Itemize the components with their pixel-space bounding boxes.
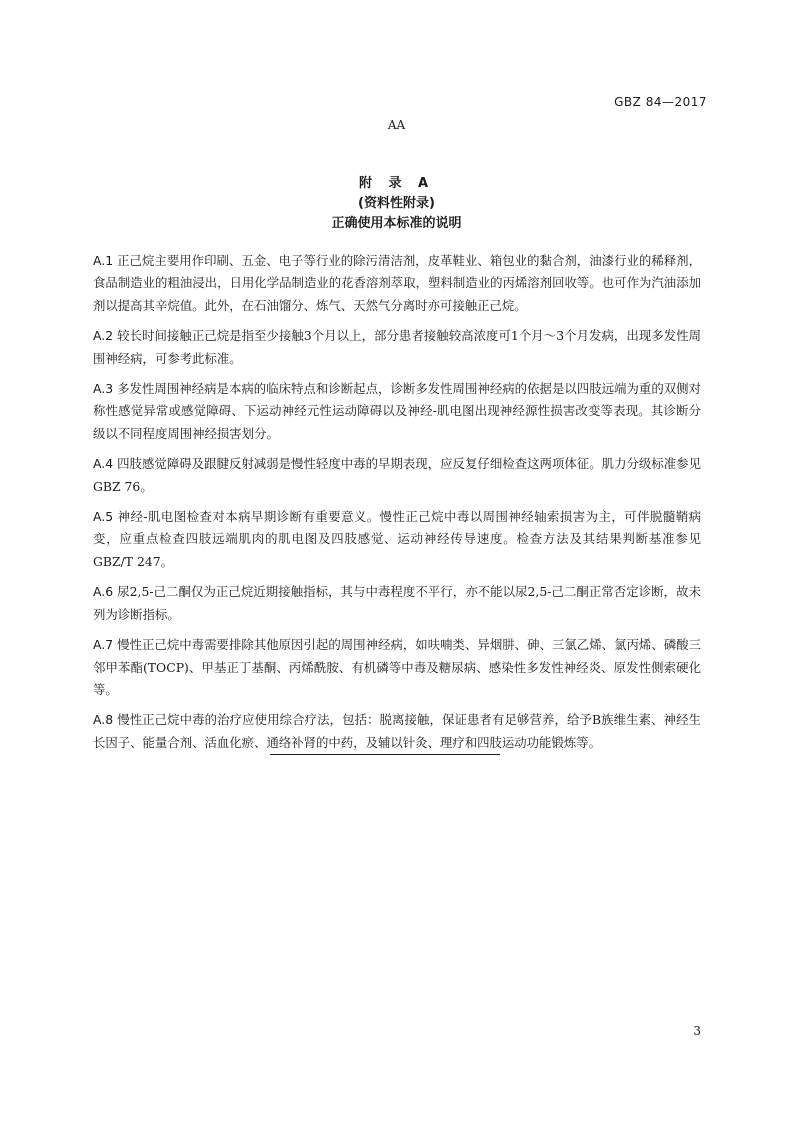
clause-a4: [93, 453, 701, 498]
clause-number: A.1: [93, 253, 114, 268]
clause-number: A.3: [93, 381, 114, 397]
clause-text: 慢性正己烷中毒的治疗应使用综合疗法，包括：脱离接触，保证患者有足够营养，给予B族维生素、神经生长因子、能量合剂、活血化瘀、通络补肾的中药，及辅以针灸、理疗和四肢运动功能锻炼等。: [93, 712, 701, 750]
header-mark: AA: [387, 118, 406, 132]
annex-title: 附 录 A: [358, 176, 435, 191]
clause-text: 慢性正己烷中毒需要排除其他原因引起的周围神经病，如呋喃类、异烟肼、砷、三氯乙烯、氯丙烯、磷酸三邻甲苯酯(TOCP)、甲基正丁基酮、丙烯酰胺、有机磷等中毒及糖尿病、感染性多发性神经炎、原发性侧索硬化等。: [93, 637, 701, 697]
clause-text: 神经-肌电图检查对本病早期诊断有重要意义。慢性正己烷中毒以周围神经轴索损害为主，可伴脱髓鞘病变，应重点检查四肢远端肌肉的肌电图及四肢感觉、运动神经传导速度。检查方法及其结果判断基准参见 GBZ/T 247。: [93, 509, 701, 569]
clause-a6: [93, 581, 701, 626]
clause-text: 尿2,5-己二酮仅为正己烷近期接触指标，其与中毒程度不平行，亦不能以尿2,5-己二酮正常否定诊断，故未列为诊断指标。: [93, 584, 701, 622]
end-rule-divider: [270, 754, 500, 755]
clause-text: 四肢感觉障碍及跟腱反射减弱是慢性轻度中毒的早期表现，应反复仔细检查这两项体征。肌力分级标准参见GBZ 76。: [93, 456, 701, 494]
annex-subtitle: (资料性附录): [358, 196, 435, 211]
page-number: 3: [693, 1024, 701, 1038]
clause-a7: [93, 634, 701, 701]
clause-text: 多发性周围神经病是本病的临床特点和诊断起点，诊断多发性周围神经病的依据是以四肢远端为重的双侧对称性感觉异常或感觉障碍、下运动神经元性运动障碍以及神经-肌电图出现神经源性损害改变等表现。其诊断分级以不同程度周围神经损害划分。: [93, 381, 701, 441]
clause-a5: [93, 506, 701, 573]
clause-number: A.4: [93, 456, 114, 472]
annex-heading-text: 正确使用本标准的说明: [331, 216, 462, 231]
clause-number: A.2: [93, 328, 114, 344]
clause-number: A.6: [93, 584, 114, 600]
clause-number: A.8: [93, 712, 114, 728]
clause-a2: [93, 325, 701, 370]
clause-text: 正己烷主要用作印刷、五金、电子等行业的除污清洁剂，皮革鞋业、箱包业的黏合剂，油漆行业的稀释剂，食品制造业的粗油浸出，日用化学品制造业的花香溶剂萃取，塑料制造业的丙烯溶剂回收等。也可作为汽油添加剂以提高其辛烷值。此外，在石油馏分、炼气、天然气分离时亦可接触正己烷。: [93, 253, 701, 313]
clause-a3: [93, 378, 701, 445]
clause-number: A.7: [93, 637, 114, 653]
clause-text: 较长时间接触正己烷是指至少接触3个月以上，部分患者接触较高浓度可1个月～3个月发病，出现多发性周围神经病，可参考此标准。: [93, 328, 701, 366]
annex-heading: [0, 174, 793, 234]
standard-code: GBZ 84—2017: [614, 95, 707, 109]
clause-number: A.5: [93, 509, 114, 525]
clause-a1: [93, 250, 701, 317]
clause-a8: [93, 709, 701, 754]
clauses-list: [93, 250, 701, 762]
